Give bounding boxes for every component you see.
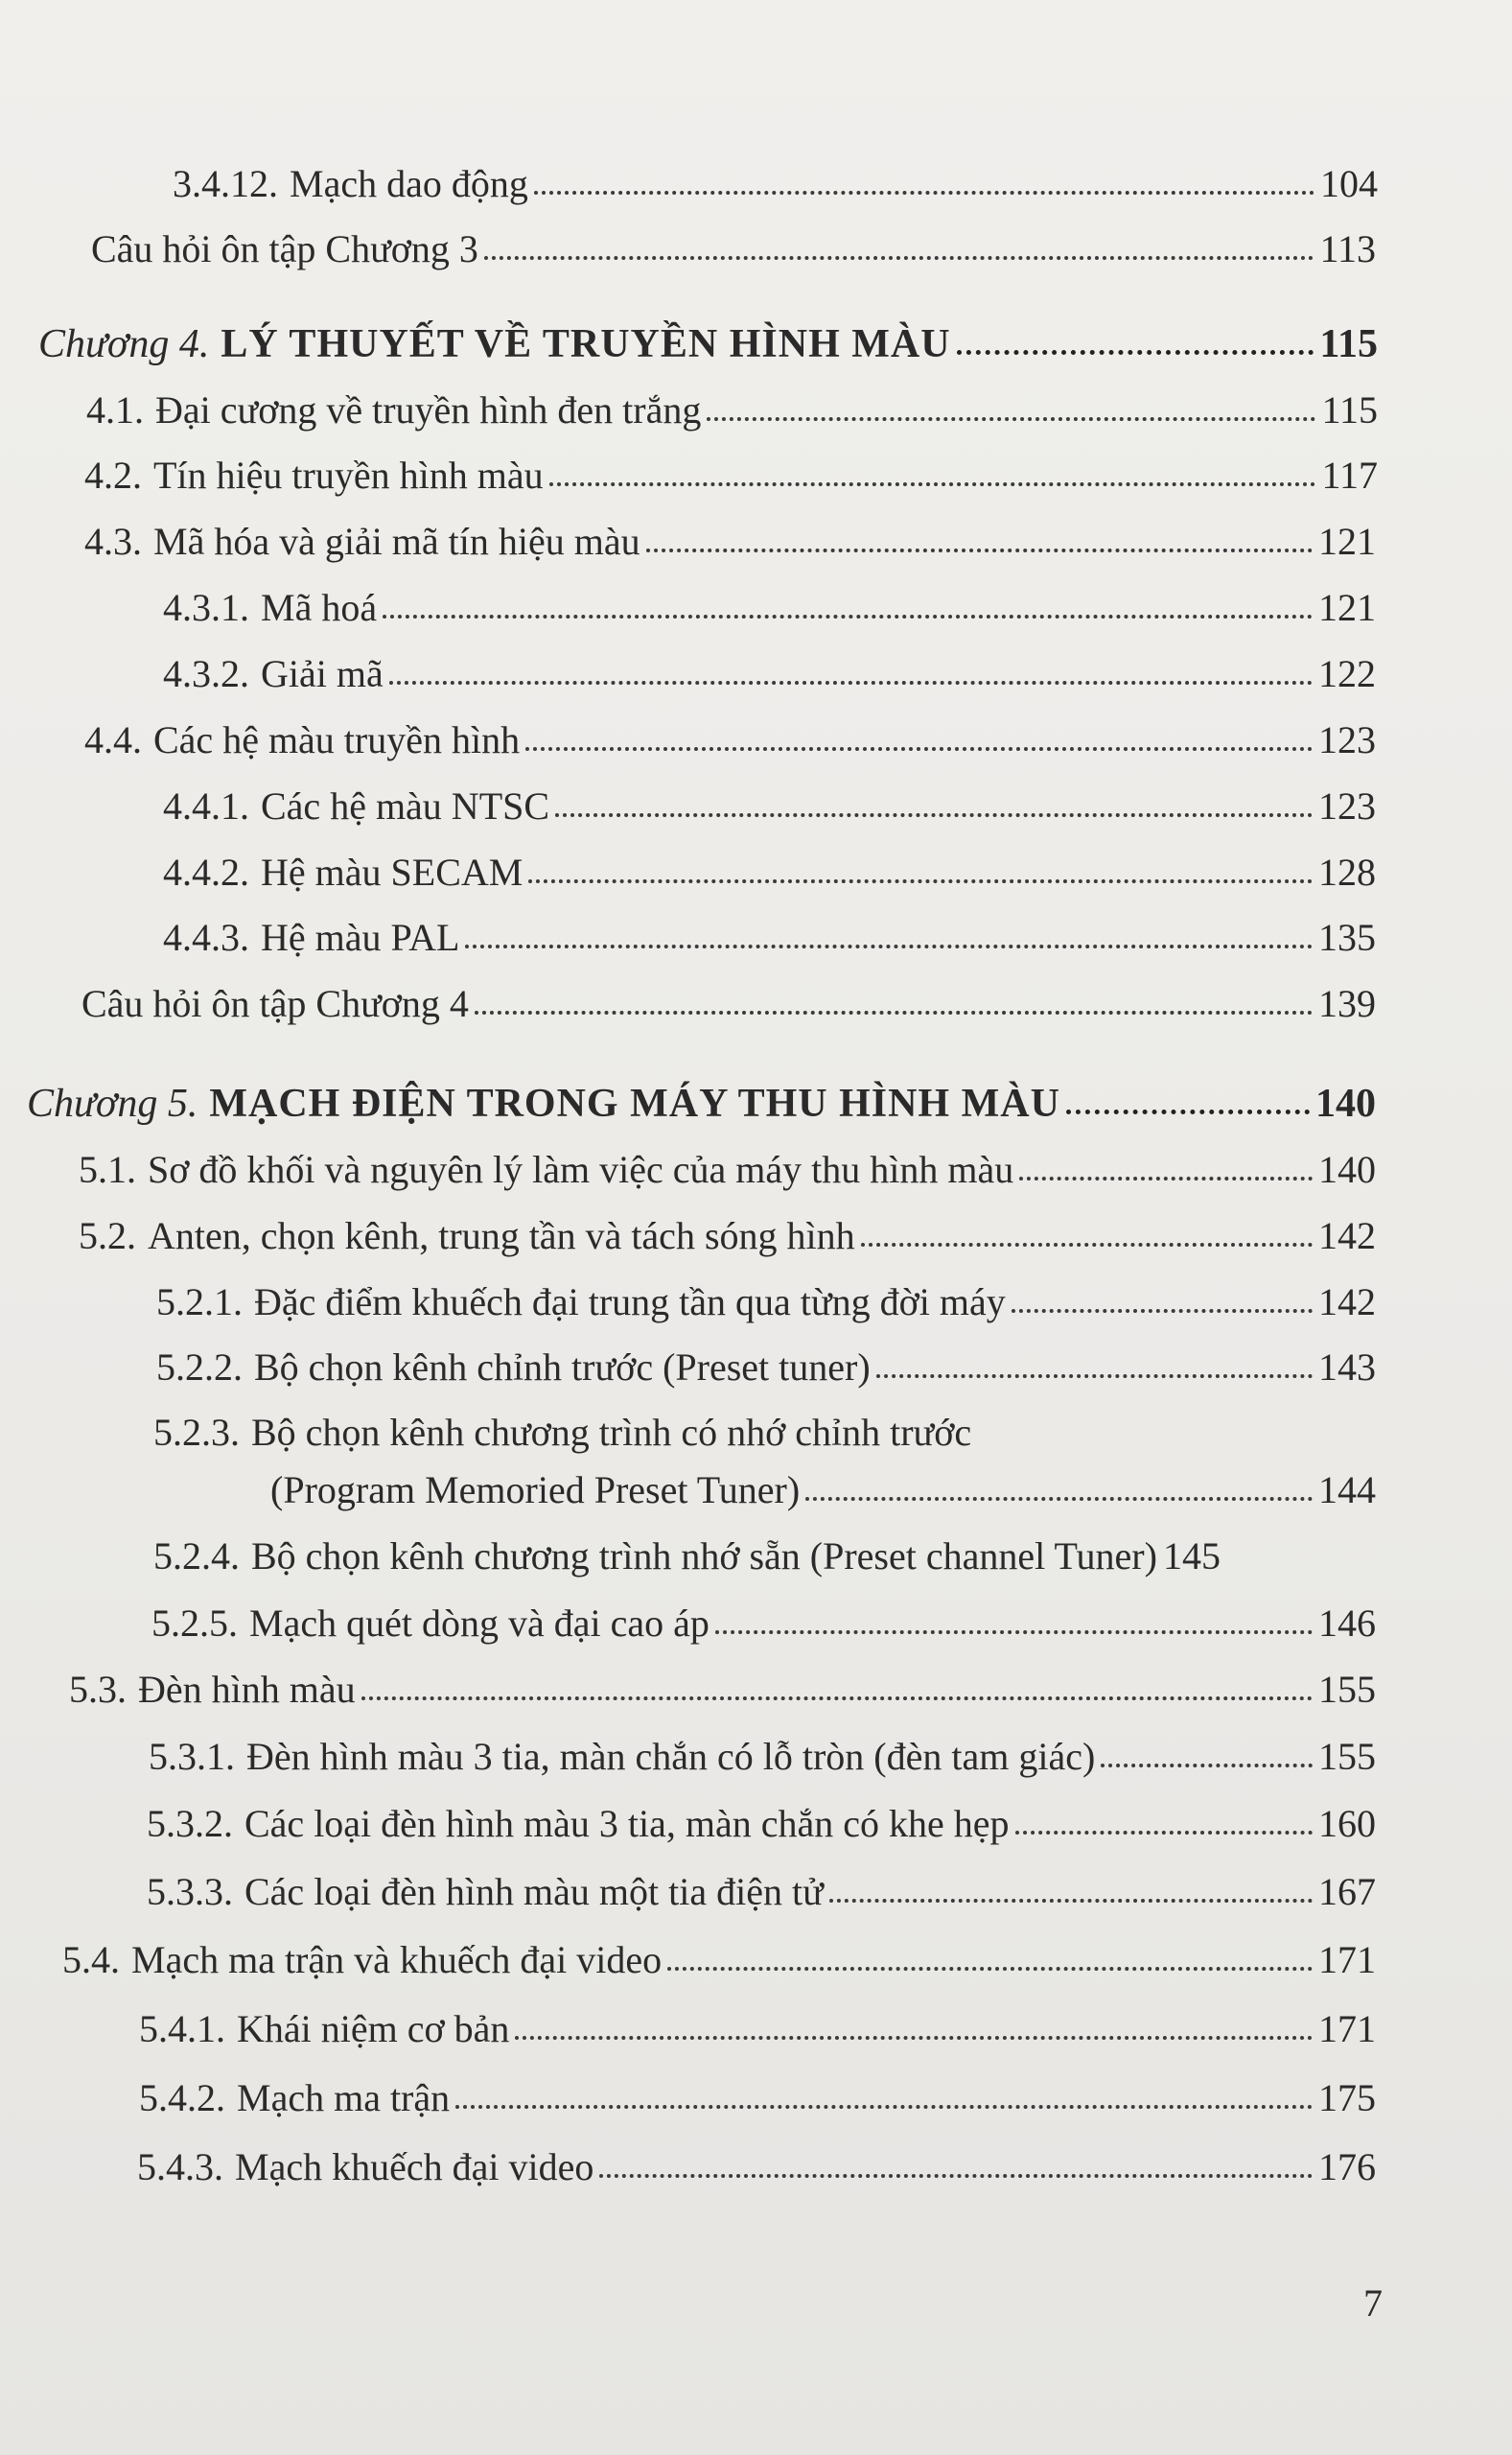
toc-entry: 4.4.3. Hệ màu PAL 135: [163, 916, 1376, 959]
dot-leader: [707, 417, 1315, 421]
toc-entry: 5.3.3. Các loại đèn hình màu một tia điện tử 167: [147, 1870, 1376, 1913]
toc-entry: 5.2.1. Đặc điểm khuếch đại trung tần qua từng đời máy 142: [156, 1280, 1376, 1323]
page-number: 139: [1318, 982, 1376, 1025]
toc-entry: Câu hỏi ôn tập Chương 4 139: [81, 982, 1376, 1025]
toc-entry: 5.2.5. Mạch quét dòng và đại cao áp 146: [151, 1602, 1376, 1645]
dot-leader: [1019, 1177, 1313, 1181]
page-number: 140: [1318, 1148, 1376, 1191]
page-number: 142: [1318, 1280, 1376, 1323]
dot-leader: [667, 1967, 1313, 1971]
page-number: 115: [1321, 388, 1378, 432]
toc-chapter-heading: Chương 5. MẠCH ĐIỆN TRONG MÁY THU HÌNH MÀU 140: [27, 1082, 1376, 1126]
dot-leader: [525, 747, 1313, 751]
page-number: 160: [1318, 1802, 1376, 1845]
toc-entry: 5.2. Anten, chọn kênh, trung tần và tách sóng hình 142: [79, 1214, 1376, 1257]
page-number: 122: [1318, 652, 1376, 695]
page-number: 176: [1318, 2145, 1376, 2188]
dot-leader: [1101, 1764, 1313, 1767]
dot-leader: [484, 256, 1314, 260]
dot-leader: [475, 1011, 1313, 1015]
page-number: 146: [1318, 1602, 1376, 1645]
page-number: 123: [1318, 784, 1376, 828]
toc-entry-first-line: 5.2.3. Bộ chọn kênh chương trình có nhớ chỉnh trước: [153, 1411, 972, 1454]
dot-leader: [534, 191, 1314, 195]
page-number: 145: [1162, 1534, 1221, 1578]
dot-leader: [1015, 1831, 1313, 1835]
page-number: 123: [1318, 718, 1376, 761]
toc-entry: 4.3.1. Mã hoá 121: [163, 586, 1376, 629]
page-number: 144: [1318, 1468, 1376, 1511]
page-number: 121: [1318, 586, 1376, 629]
dot-leader: [1012, 1309, 1313, 1313]
toc-entry: 4.4.1. Các hệ màu NTSC 123: [163, 784, 1376, 828]
toc-entry: 5.4.3. Mạch khuếch đại video 176: [137, 2145, 1376, 2188]
dot-leader: [361, 1696, 1313, 1700]
toc-entry: 5.4.2. Mạch ma trận 175: [139, 2076, 1376, 2119]
toc-entry: 5.3. Đèn hình màu 155: [69, 1668, 1376, 1711]
dot-leader: [957, 350, 1314, 355]
toc-entry: 4.2. Tín hiệu truyền hình màu 117: [84, 454, 1378, 497]
page-number: 128: [1318, 851, 1376, 894]
dot-leader: [389, 681, 1313, 685]
page-number: 171: [1318, 2007, 1376, 2050]
page-number: 155: [1318, 1668, 1376, 1711]
dot-leader: [549, 482, 1316, 486]
dot-leader: [646, 549, 1313, 552]
dot-leader: [876, 1374, 1313, 1378]
dot-leader: [715, 1630, 1313, 1634]
page-number: 121: [1318, 520, 1376, 563]
toc-entry: 5.2.2. Bộ chọn kênh chỉnh trước (Preset tuner) 143: [156, 1345, 1376, 1389]
toc-entry: 3.4.12. Mạch dao động 104: [173, 162, 1378, 205]
toc-entry: 4.4.2. Hệ màu SECAM 128: [163, 851, 1376, 894]
toc-entry: Câu hỏi ôn tập Chương 3 113: [91, 227, 1376, 270]
page-number: 175: [1318, 2076, 1376, 2119]
toc-entry: 4.3.2. Giải mã 122: [163, 652, 1376, 695]
toc-entry: 5.3.2. Các loại đèn hình màu 3 tia, màn chắn có khe hẹp 160: [147, 1802, 1376, 1845]
page-folio-number: 7: [1363, 2281, 1383, 2325]
dot-leader: [465, 945, 1313, 948]
page-number: 143: [1318, 1345, 1376, 1389]
toc-entry: 5.1. Sơ đồ khối và nguyên lý làm việc của máy thu hình màu 140: [79, 1148, 1376, 1191]
toc-entry: 4.3. Mã hóa và giải mã tín hiệu màu 121: [84, 520, 1376, 563]
page-number: 142: [1318, 1214, 1376, 1257]
toc-entry: 5.2.4. Bộ chọn kênh chương trình nhớ sẵn (Preset channel Tuner) 145: [153, 1534, 1221, 1578]
dot-leader: [1066, 1110, 1310, 1114]
page-number: 115: [1319, 322, 1378, 366]
page-number: 155: [1318, 1735, 1376, 1778]
toc-entry: 5.4. Mạch ma trận và khuếch đại video 171: [62, 1938, 1376, 1981]
dot-leader: [383, 615, 1313, 619]
toc-entry: 4.4. Các hệ màu truyền hình 123: [84, 718, 1376, 761]
dot-leader: [829, 1899, 1313, 1903]
dot-leader: [861, 1243, 1313, 1247]
toc-entry: (Program Memoried Preset Tuner) 144: [270, 1468, 1376, 1511]
dot-leader: [555, 813, 1313, 817]
toc-entry: 5.3.1. Đèn hình màu 3 tia, màn chắn có lỗ tròn (đèn tam giác) 155: [149, 1735, 1376, 1778]
toc-entry: 5.4.1. Khái niệm cơ bản 171: [139, 2007, 1376, 2050]
dot-leader: [528, 879, 1313, 883]
page-number: 167: [1318, 1870, 1376, 1913]
dot-leader: [515, 2036, 1313, 2040]
dot-leader: [805, 1497, 1313, 1501]
page-number: 104: [1320, 162, 1378, 205]
page-number: 113: [1319, 227, 1376, 270]
page-number: 171: [1318, 1938, 1376, 1981]
dot-leader: [455, 2105, 1313, 2109]
page-number: 140: [1315, 1082, 1376, 1126]
page-number: 117: [1321, 454, 1378, 497]
toc-entry: 4.1. Đại cương về truyền hình đen trắng 115: [86, 388, 1378, 432]
page-number: 135: [1318, 916, 1376, 959]
dot-leader: [599, 2174, 1313, 2178]
toc-chapter-heading: Chương 4. LÝ THUYẾT VỀ TRUYỀN HÌNH MÀU 115: [38, 322, 1378, 366]
